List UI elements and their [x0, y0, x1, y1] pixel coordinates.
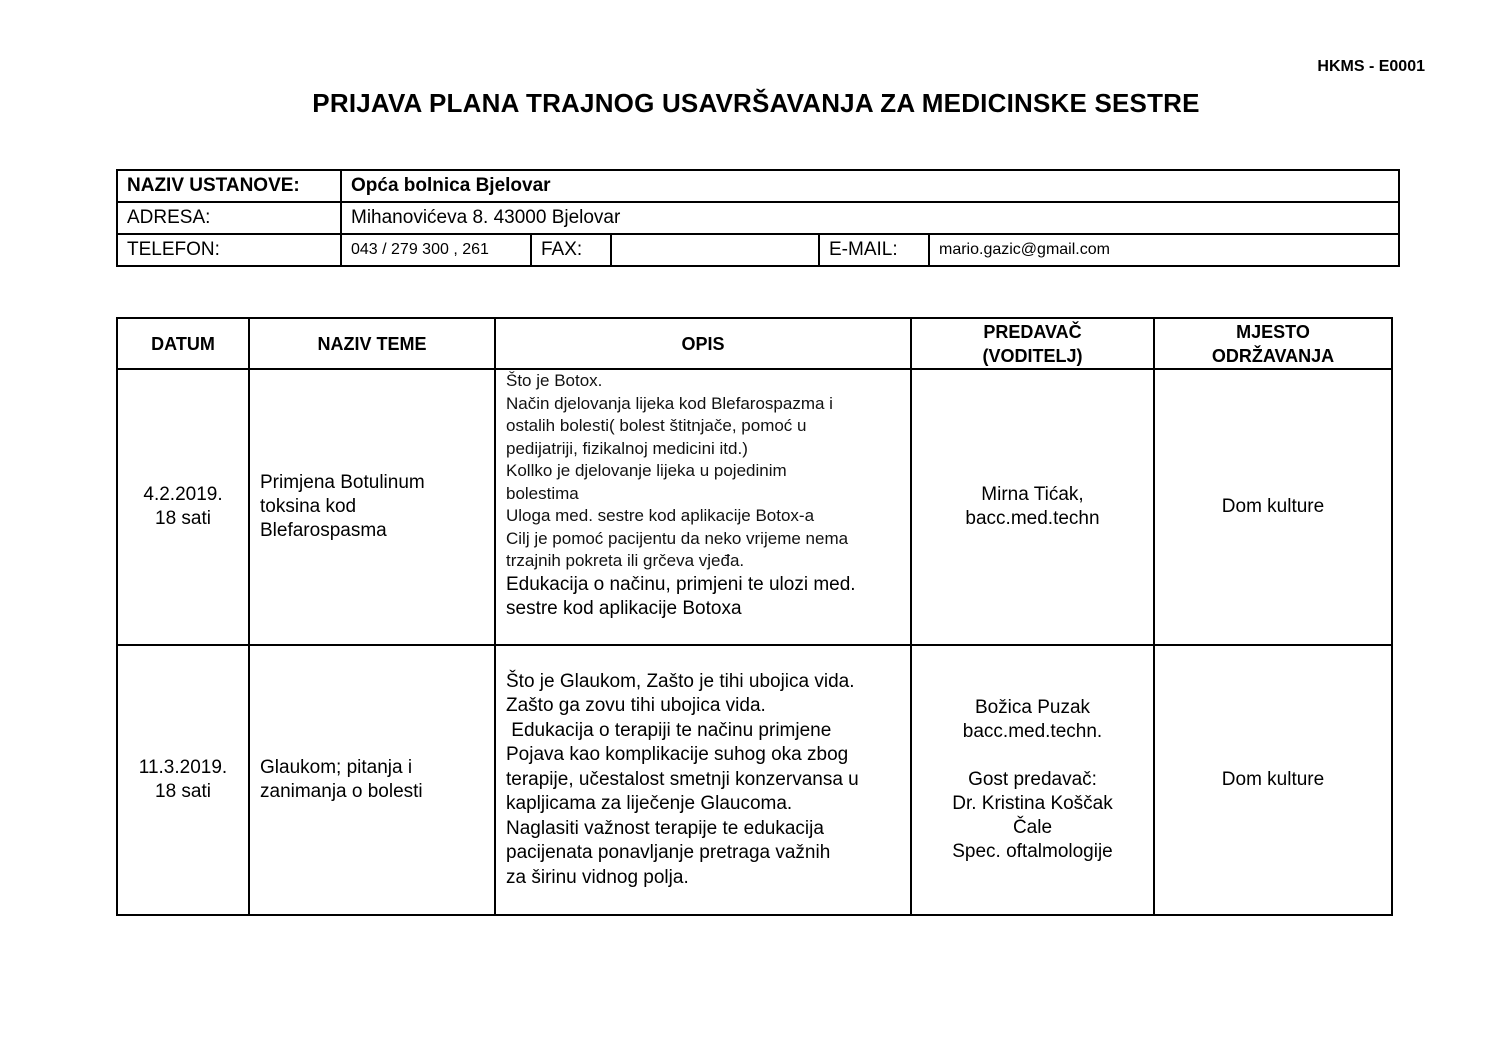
schedule-table	[116, 317, 1393, 916]
header-venue	[1154, 318, 1392, 369]
row-venue: Dom kulture	[1154, 645, 1392, 915]
description-line: za širinu vidnog polja.	[506, 866, 689, 888]
date-text: 11.3.2019.	[138, 757, 228, 778]
table-row	[117, 645, 1392, 915]
description-line: Edukacija o načinu, primjeni te ulozi med.	[506, 573, 856, 595]
institution-name-row	[117, 170, 1399, 202]
page-title: PRIJAVA PLANA TRAJNOG USAVRŠAVANJA ZA MEDICINSKE SESTRE	[312, 88, 1200, 118]
institution-name-label: NAZIV USTANOVE:	[117, 170, 341, 202]
lecturer-line: bacc.med.techn.	[962, 721, 1103, 742]
row-date	[117, 369, 249, 645]
lecturer-line: bacc.med.techn	[965, 508, 1100, 529]
description-line: Pojava kao komplikacije suhog oka zbog	[506, 744, 849, 766]
topic-line: Blefarospasma	[260, 520, 387, 541]
guest-lecturer-line: Čale	[1012, 817, 1053, 838]
schedule-header-row	[117, 318, 1392, 369]
guest-lecturer-line: Gost predavač:	[968, 769, 1097, 790]
row-description	[495, 645, 911, 915]
institution-address-value: Mihanovićeva 8. 43000 Bjelovar	[341, 202, 1399, 234]
description-line: Uloga med. sestre kod aplikacije Botox-a	[506, 506, 815, 525]
description-line: terapije, učestalost smetnji konzervansa u	[506, 768, 859, 790]
row-lecturer	[911, 369, 1154, 645]
description-line: sestre kod aplikacije Botoxa	[506, 597, 742, 619]
description-line: Način djelovanja lijeka kod Blefarospazma i	[506, 393, 833, 413]
description-line: kapljicama za liječenje Glaucoma.	[506, 793, 793, 815]
topic-line: Primjena Botulinum	[260, 472, 425, 493]
email-label: E-MAIL:	[819, 234, 929, 266]
document-code: HKMS - E0001	[1317, 58, 1425, 75]
institution-table	[116, 169, 1400, 267]
description-line: trzajnih pokreta ili grčeva vjeđa.	[506, 551, 745, 570]
description-line: Zašto ga zovu tihi ubojica vida.	[506, 695, 766, 717]
institution-address-row	[117, 202, 1399, 234]
topic-line: Glaukom; pitanja i	[260, 757, 413, 778]
header-topic: NAZIV TEME	[249, 318, 495, 369]
description-line: Što je Botox.	[506, 371, 603, 390]
topic-line: zanimanja o bolesti	[260, 781, 423, 802]
row-topic	[249, 645, 495, 915]
header-venue-line1: MJESTO	[1236, 321, 1310, 342]
table-row	[117, 369, 1392, 645]
header-venue-line2: ODRŽAVANJA	[1211, 345, 1335, 366]
institution-address-label: ADRESA:	[117, 202, 341, 234]
hours-text: 18 sati	[155, 781, 211, 802]
row-topic	[249, 369, 495, 645]
header-lecturer-line2: (VODITELJ)	[982, 345, 1083, 366]
fax-value	[611, 234, 819, 266]
description-line: pedijatriji, fizikalnoj medicini itd.)	[506, 438, 748, 458]
description-line: Kollko je djelovanje lijeka u pojedinim	[506, 461, 787, 480]
institution-name-value: Opća bolnica Bjelovar	[341, 170, 1399, 202]
header-date: DATUM	[117, 318, 249, 369]
fax-label: FAX:	[531, 234, 611, 266]
spacer	[912, 744, 1153, 768]
lecturer-line: Mirna Tićak,	[981, 484, 1084, 505]
header-lecturer-line1: PREDAVAČ	[983, 321, 1082, 342]
description-line: pacijenata ponavljanje pretraga važnih	[506, 842, 831, 864]
header-lecturer	[911, 318, 1154, 369]
phone-label: TELEFON:	[117, 234, 341, 266]
guest-lecturer-line: Dr. Kristina Koščak	[952, 793, 1113, 814]
description-line: Cilj je pomoć pacijentu da neko vrijeme nema	[506, 528, 849, 548]
email-value: mario.gazic@gmail.com	[929, 234, 1399, 266]
topic-line: toksina kod	[260, 496, 357, 517]
row-date	[117, 645, 249, 915]
institution-contact-row	[117, 234, 1399, 266]
description-line: Što je Glaukom, Zašto je tihi ubojica vida.	[506, 670, 855, 692]
description-line: bolestima	[506, 483, 579, 503]
header-description: OPIS	[495, 318, 911, 369]
date-text: 4.2.2019.	[143, 484, 223, 505]
description-line: Naglasiti važnost terapije te edukacija	[506, 817, 824, 839]
hours-text: 18 sati	[155, 508, 211, 529]
description-line: Edukacija o terapiji te načinu primjene	[506, 719, 832, 741]
guest-lecturer-line: Spec. oftalmologije	[952, 841, 1113, 862]
row-lecturer	[911, 645, 1154, 915]
row-description	[495, 369, 911, 645]
phone-value: 043 / 279 300 , 261	[341, 234, 531, 266]
row-venue: Dom kulture	[1154, 369, 1392, 645]
lecturer-line: Božica Puzak	[974, 697, 1091, 718]
description-line: ostalih bolesti( bolest štitnjače, pomoć u	[506, 416, 807, 435]
